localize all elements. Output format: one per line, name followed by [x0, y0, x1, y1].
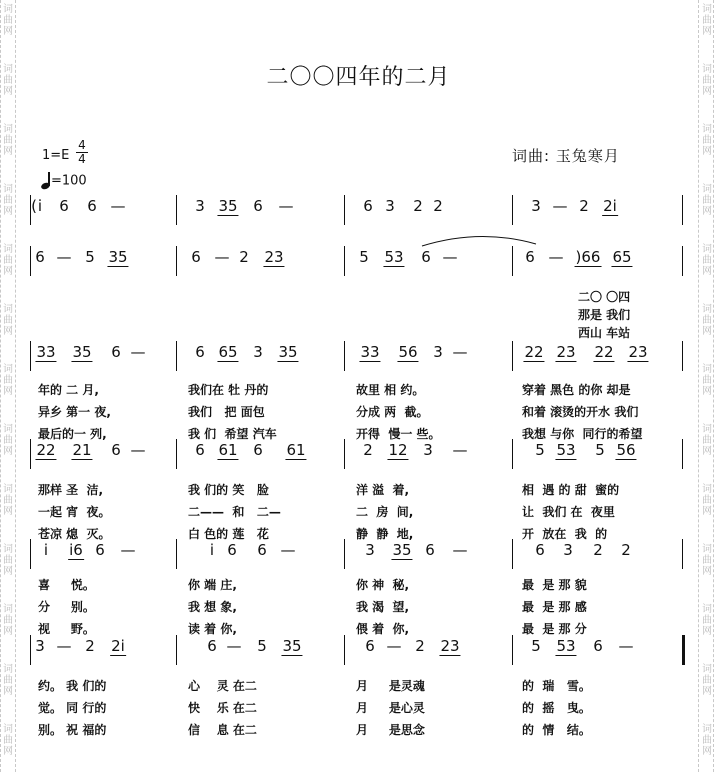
watermark-char: 词	[702, 304, 712, 315]
note: 35	[72, 343, 92, 361]
time-signature: $\frac{4}{4}$	[76, 139, 88, 166]
watermark-char: 词	[3, 724, 13, 735]
bar-line	[512, 246, 513, 276]
watermark-char: 曲	[3, 675, 13, 686]
watermark-char: 曲	[3, 315, 13, 326]
note: 65	[612, 248, 632, 266]
bar-line	[176, 341, 177, 371]
lyric-segment: 喜 悦。	[38, 578, 95, 592]
watermark-char: 曲	[702, 735, 712, 746]
lyric-segment: 开 放在 我 的	[522, 527, 608, 541]
note: 12	[388, 441, 408, 459]
lyric-segment: 最 是 那 分	[522, 622, 587, 636]
dash: —	[56, 637, 72, 655]
composer-credit: 词曲: 玉兔寒月	[512, 147, 620, 165]
bar-line	[30, 439, 31, 469]
note: 5	[85, 248, 95, 266]
note: 53	[556, 637, 576, 655]
note: 3	[433, 343, 443, 361]
bar-line	[30, 635, 31, 665]
note: 35	[282, 637, 302, 655]
lyric-segment: 我们 把 面包	[188, 405, 265, 419]
note: )66	[575, 248, 601, 266]
tempo-marking: =100	[41, 173, 87, 189]
lyric-segment: 月 是思念	[356, 723, 425, 737]
lyric-segment: 的 情 结。	[522, 723, 591, 737]
watermark-char: 词	[3, 304, 13, 315]
lyric-segment: 穿着 黑色 的你 却是	[522, 383, 631, 397]
lyric-line: 西山 车站	[578, 326, 631, 340]
bar-line	[682, 195, 683, 225]
note: 6	[87, 197, 97, 215]
lyric-segment: 一起 宵 夜。	[38, 505, 111, 519]
watermark-char: 曲	[3, 15, 13, 26]
note: 6	[253, 197, 263, 215]
note: 6	[253, 441, 263, 459]
lyric-line: 那是 我们	[578, 308, 631, 322]
watermark-char: 词	[702, 4, 712, 15]
note: 5	[531, 637, 541, 655]
note: 2i	[111, 637, 125, 655]
note: 22	[36, 441, 56, 459]
watermark-char: 网	[702, 266, 712, 277]
watermark-char: 词	[3, 544, 13, 555]
lyric-segment: 最 是 那 感	[522, 600, 587, 614]
bar-line	[682, 539, 683, 569]
watermark-char: 曲	[3, 615, 13, 626]
note: 2	[239, 248, 249, 266]
watermark-char: 网	[702, 206, 712, 217]
note: 2	[85, 637, 95, 655]
lyric-segment: 开得 慢一 些。	[356, 427, 441, 441]
lyric-segment: 洋 溢 着,	[356, 483, 410, 497]
lyric-segment: 月 是灵魂	[356, 679, 425, 693]
watermark-char: 网	[702, 386, 712, 397]
note: 22	[594, 343, 614, 361]
note: 6	[95, 541, 105, 559]
watermark-char: 网	[3, 686, 13, 697]
note: 2	[413, 197, 423, 215]
note: 23	[440, 637, 460, 655]
dash: —	[618, 637, 634, 655]
watermark-char: 曲	[702, 675, 712, 686]
watermark-char: 曲	[3, 75, 13, 86]
note: 2	[593, 541, 603, 559]
watermark-char: 词	[3, 64, 13, 75]
watermark-char: 词	[3, 124, 13, 135]
watermark-char: 词	[3, 244, 13, 255]
note: 3	[365, 541, 375, 559]
dash: —	[226, 637, 242, 655]
note: 35	[218, 197, 238, 215]
lyric-segment: 和着 滚烫的开水 我们	[522, 405, 639, 419]
lyric-segment: 我想 与你 同行的希望	[522, 427, 643, 441]
watermark-char: 网	[702, 86, 712, 97]
watermark-char: 词	[702, 724, 712, 735]
dash: —	[552, 197, 568, 215]
lyric-segment: 月 是心灵	[356, 701, 425, 715]
note: 6	[227, 541, 237, 559]
bar-line	[30, 539, 31, 569]
lyric-segment: 我 想 象,	[188, 600, 237, 614]
bar-line	[512, 195, 513, 225]
watermark-char: 网	[3, 326, 13, 337]
dash: —	[280, 541, 296, 559]
watermark-char: 词	[3, 4, 13, 15]
watermark-char: 曲	[3, 495, 13, 506]
note: 6	[35, 248, 45, 266]
watermark-char: 词	[3, 424, 13, 435]
bar-line	[30, 341, 31, 371]
note: 53	[556, 441, 576, 459]
note: 6	[111, 441, 121, 459]
watermark-char: 曲	[702, 615, 712, 626]
bar-line	[512, 439, 513, 469]
lyric-segment: 视 野。	[38, 622, 95, 636]
watermark-char: 曲	[702, 15, 712, 26]
bar-line	[344, 246, 345, 276]
bar-line	[344, 635, 345, 665]
note: 3	[35, 637, 45, 655]
note: 35	[108, 248, 128, 266]
bar-line	[176, 195, 177, 225]
dash: —	[548, 248, 564, 266]
note: 3	[253, 343, 263, 361]
note: 35	[278, 343, 298, 361]
lyric-line: 二〇 〇四	[578, 290, 631, 304]
note: 6	[525, 248, 535, 266]
note: 65	[218, 343, 238, 361]
bar-line	[344, 439, 345, 469]
note: 61	[286, 441, 306, 459]
lyric-segment: 我们在 牡 丹的	[188, 383, 269, 397]
note: 33	[360, 343, 380, 361]
note: 5	[595, 441, 605, 459]
note: 5	[535, 441, 545, 459]
watermark-char: 网	[3, 146, 13, 157]
lyric-segment: 你 神 秘,	[356, 578, 410, 592]
lyric-segment: 觉。 同 行的	[38, 701, 107, 715]
lyric-segment: 让 我们 在 夜里	[522, 505, 615, 519]
note: 6	[593, 637, 603, 655]
note: 22	[524, 343, 544, 361]
lyric-segment: 约。 我 们的	[38, 679, 107, 693]
lyric-segment: 快 乐 在二	[188, 701, 257, 715]
dash: —	[56, 248, 72, 266]
dash: —	[278, 197, 294, 215]
watermark-char: 曲	[3, 195, 13, 206]
bar-line	[344, 539, 345, 569]
watermark-char: 曲	[3, 255, 13, 266]
note: 3	[385, 197, 395, 215]
bar-line	[30, 246, 31, 276]
bar-line	[682, 439, 683, 469]
note: 6	[425, 541, 435, 559]
watermark-char: 词	[702, 604, 712, 615]
lyric-segment: 异乡 第一 夜,	[38, 405, 111, 419]
watermark-char: 曲	[702, 495, 712, 506]
dash: —	[130, 343, 146, 361]
bar-line	[344, 195, 345, 225]
dash: —	[110, 197, 126, 215]
lyric-segment: 白 色的 莲 花	[188, 527, 269, 541]
watermark-char: 词	[702, 244, 712, 255]
note: 6	[191, 248, 201, 266]
watermark-char: 曲	[702, 315, 712, 326]
watermark-char: 网	[3, 86, 13, 97]
note: i̇	[37, 197, 43, 215]
watermark-char: 网	[3, 266, 13, 277]
lyric-segment: 静 静 地,	[356, 527, 414, 541]
watermark-char: 网	[3, 386, 13, 397]
note: 5	[257, 637, 267, 655]
watermark-char: 词	[702, 124, 712, 135]
note: 2	[433, 197, 443, 215]
bar-line	[176, 246, 177, 276]
note: 23	[628, 343, 648, 361]
lyric-segment: 我 们的 笑 脸	[188, 483, 269, 497]
dash: —	[442, 248, 458, 266]
watermark-char: 曲	[3, 435, 13, 446]
watermark-char: 曲	[702, 255, 712, 266]
note: 6	[365, 637, 375, 655]
bar-line	[176, 539, 177, 569]
bar-line	[682, 341, 683, 371]
dash: —	[452, 541, 468, 559]
note: 35	[392, 541, 412, 559]
watermark-char: 网	[702, 566, 712, 577]
quarter-note-icon	[41, 173, 51, 189]
lyric-segment: 读 着 你,	[188, 622, 237, 636]
watermark-char: 词	[702, 364, 712, 375]
note: 6	[207, 637, 217, 655]
dash: —	[452, 343, 468, 361]
watermark-char: 网	[3, 566, 13, 577]
note: 6	[195, 343, 205, 361]
lyric-segment: 心 灵 在二	[188, 679, 257, 693]
bar-line	[682, 635, 685, 665]
note: 6	[59, 197, 69, 215]
note: 3	[563, 541, 573, 559]
note: 6	[257, 541, 267, 559]
lyric-segment: 你 端 庄,	[188, 578, 237, 592]
watermark-char: 网	[702, 686, 712, 697]
note: 3	[531, 197, 541, 215]
watermark-char: 网	[3, 446, 13, 457]
lyric-segment: 分 别。	[38, 600, 95, 614]
note: 2	[579, 197, 589, 215]
note: 21	[72, 441, 92, 459]
watermark-char: 词	[702, 424, 712, 435]
note: 3	[423, 441, 433, 459]
watermark-char: 词	[702, 184, 712, 195]
watermark-char: 网	[702, 446, 712, 457]
note: 6	[363, 197, 373, 215]
tie-arc	[420, 234, 540, 248]
watermark-char: 网	[702, 26, 712, 37]
lyric-segment: 那样 圣 洁,	[38, 483, 104, 497]
watermark-char: 曲	[3, 735, 13, 746]
bar-line	[512, 341, 513, 371]
watermark-char: 词	[3, 184, 13, 195]
watermark-char: 网	[3, 506, 13, 517]
watermark-char: 曲	[702, 555, 712, 566]
note: i6	[69, 541, 83, 559]
watermark-char: 曲	[702, 135, 712, 146]
note: 2	[363, 441, 373, 459]
watermark-char: 网	[3, 206, 13, 217]
watermark-char: 网	[702, 146, 712, 157]
watermark-char: 曲	[702, 195, 712, 206]
bar-line	[682, 246, 683, 276]
note: i	[43, 541, 49, 559]
dash: —	[214, 248, 230, 266]
bar-line	[512, 635, 513, 665]
dash: —	[120, 541, 136, 559]
note: i	[209, 541, 215, 559]
watermark-char: 网	[702, 626, 712, 637]
note: 23	[556, 343, 576, 361]
lyric-segment: 分成 两 截。	[356, 405, 429, 419]
note: 6	[111, 343, 121, 361]
lyric-segment: 信 息 在二	[188, 723, 257, 737]
lyric-segment: 年的 二 月,	[38, 383, 99, 397]
note: 56	[616, 441, 636, 459]
watermark-char: 网	[3, 26, 13, 37]
watermark-char: 曲	[702, 375, 712, 386]
dash: —	[386, 637, 402, 655]
lyric-segment: 二 房 间,	[356, 505, 414, 519]
dash: —	[130, 441, 146, 459]
watermark-char: 曲	[702, 75, 712, 86]
song-title: 二〇〇四年的二月	[266, 65, 451, 90]
lyric-segment: 我 们 希望 汽车	[188, 427, 277, 441]
note: 53	[384, 248, 404, 266]
watermark-char: 网	[702, 746, 712, 757]
lyric-segment: 二—— 和 二—	[188, 505, 281, 519]
watermark-char: 词	[3, 664, 13, 675]
dash: —	[452, 441, 468, 459]
note: 6	[421, 248, 431, 266]
bar-line	[512, 539, 513, 569]
watermark-char: 词	[702, 544, 712, 555]
watermark-char: 曲	[3, 375, 13, 386]
note: 33	[36, 343, 56, 361]
lyric-segment: 最 是 那 貌	[522, 578, 587, 592]
bar-line	[176, 635, 177, 665]
lyric-segment: 我 渴 望,	[356, 600, 410, 614]
note: (	[31, 197, 37, 215]
note: 2	[621, 541, 631, 559]
note: 56	[398, 343, 418, 361]
lyric-segment: 相 遇 的 甜 蜜的	[522, 483, 620, 497]
watermark-char: 词	[3, 484, 13, 495]
bar-line	[176, 439, 177, 469]
watermark-char: 词	[3, 604, 13, 615]
watermark-char: 词	[702, 484, 712, 495]
key-signature: 1=E	[42, 148, 70, 163]
note: 5	[359, 248, 369, 266]
note: 2i	[603, 197, 617, 215]
lyric-segment: 的 瑞 雪。	[522, 679, 591, 693]
watermark-char: 曲	[3, 135, 13, 146]
watermark-char: 词	[702, 64, 712, 75]
lyric-segment: 最后的一 列,	[38, 427, 107, 441]
watermark-char: 曲	[702, 435, 712, 446]
bar-line	[344, 341, 345, 371]
watermark-char: 词	[3, 364, 13, 375]
watermark-char: 网	[702, 326, 712, 337]
note: 61	[218, 441, 238, 459]
lyric-segment: 偎 着 你,	[356, 622, 410, 636]
watermark-char: 网	[702, 506, 712, 517]
watermark-char: 网	[3, 746, 13, 757]
note: 2	[415, 637, 425, 655]
lyric-segment: 别。 祝 福的	[38, 723, 107, 737]
note: 6	[195, 441, 205, 459]
watermark-char: 词	[702, 664, 712, 675]
note: 23	[264, 248, 284, 266]
note: 6	[535, 541, 545, 559]
watermark-char: 网	[3, 626, 13, 637]
lyric-segment: 故里 相 约。	[356, 383, 425, 397]
note: 3	[195, 197, 205, 215]
watermark-char: 曲	[3, 555, 13, 566]
lyric-segment: 苍凉 熄 灭。	[38, 527, 111, 541]
lyric-segment: 的 摇 曳。	[522, 701, 591, 715]
